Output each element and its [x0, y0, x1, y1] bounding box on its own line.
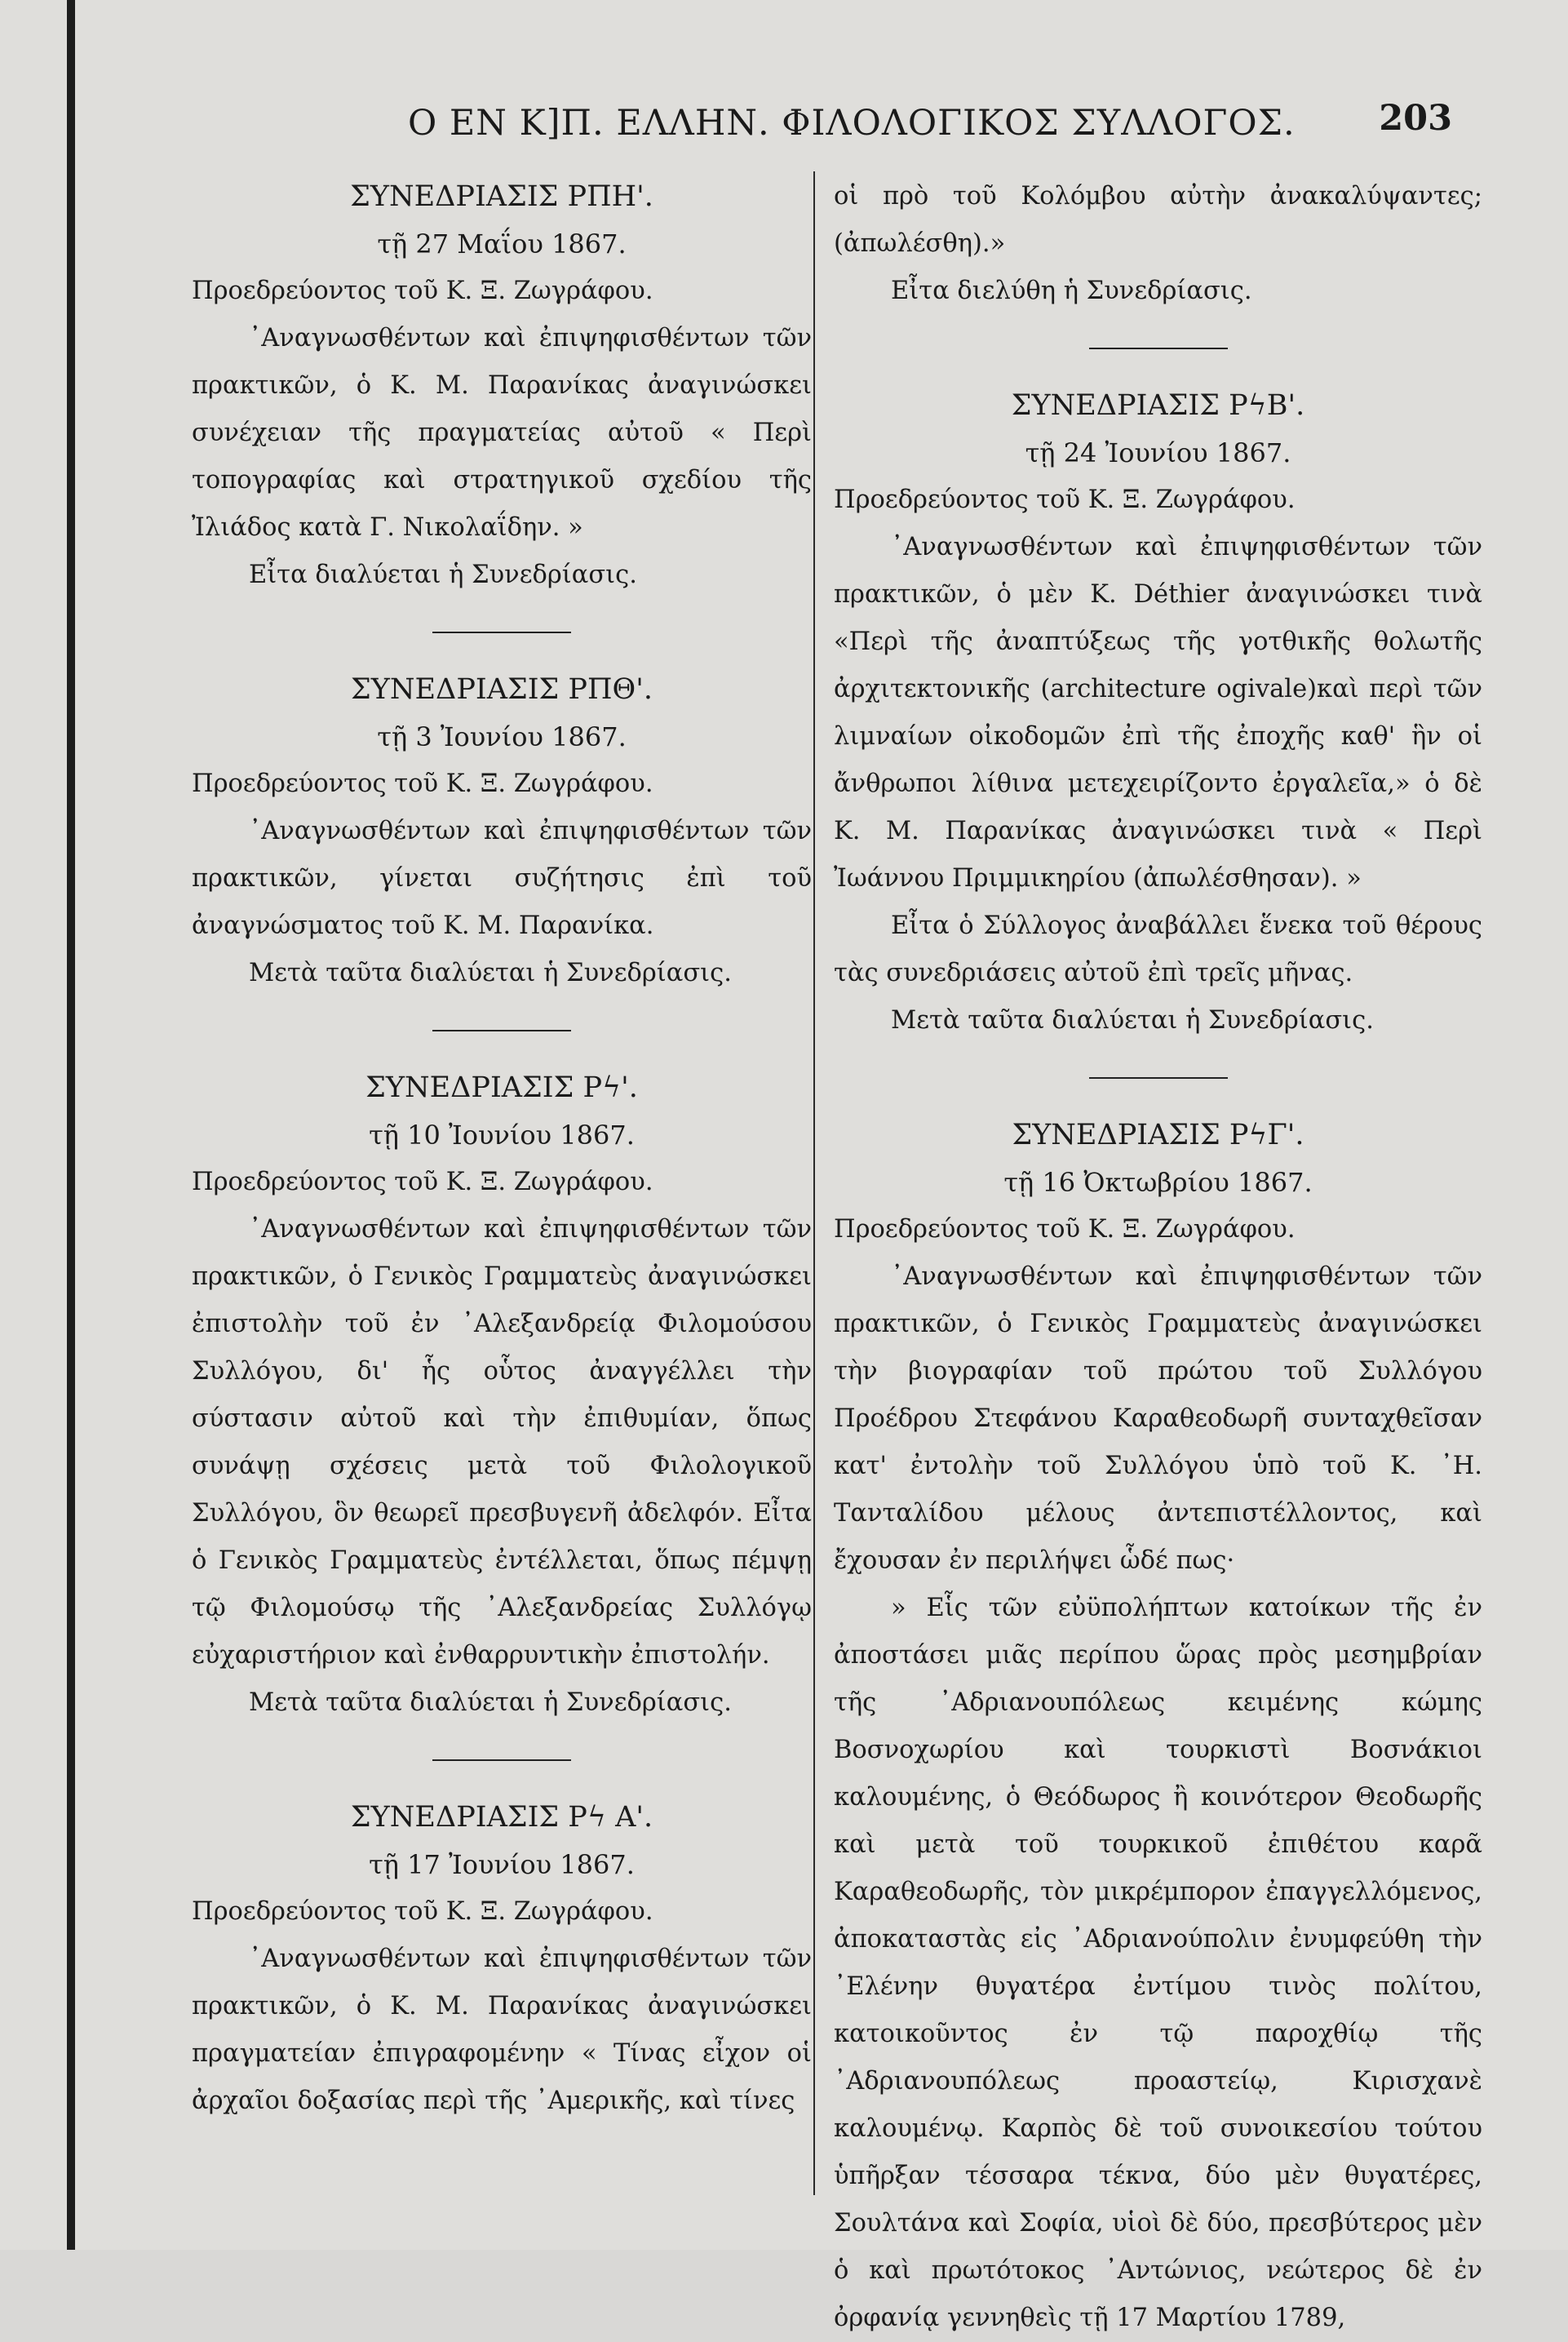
session-closing: Εἶτα διελύθη ἡ Συνεδρίασις. [891, 277, 1252, 305]
session-192 [834, 382, 1482, 1045]
session-body: ᾿Αναγνωσθέντων καὶ ἐπιψηφισθέντων τῶν πρακτικῶν, ὁ Κ. Μ. Παρανίκας ἀναγινώσκει πραγματείαν ἐπιγραφομένην « Τίνας εἶχον οἱ ἀρχαῖοι δοξασίας περὶ τῆς ᾿Αμερικῆς, καὶ τίνες [192, 1945, 812, 2115]
session-date: τῇ 17 Ἰουνίου 1867. [369, 1849, 635, 1880]
presiding-line: Προεδρεύοντος τοῦ Κ. Ξ. Ζωγράφου. [192, 1897, 653, 1926]
section-separator [1089, 348, 1228, 349]
session-title: ΣΥΝΕΔΡΙΑΣΙΣ ΡϟΒ'. [1011, 389, 1305, 422]
session-193 [834, 1111, 1482, 2342]
session-title: ΣΥΝΕΔΡΙΑΣΙΣ ΡϟΓ'. [1012, 1119, 1304, 1151]
session-191 [192, 1794, 812, 2125]
continued-text: οἱ πρὸ τοῦ Κολόμβου αὐτὴν ἀνακαλύψαντες; (ἀπωλέσθη).» [834, 182, 1482, 258]
session-title: ΣΥΝΕΔΡΙΑΣΙΣ Ρϟ'. [365, 1071, 638, 1104]
session-closing: Μετὰ ταῦτα διαλύεται ἡ Συνεδρίασις. [249, 959, 732, 987]
session-189 [192, 666, 812, 997]
session-date: τῇ 24 Ἰουνίου 1867. [1025, 437, 1291, 468]
section-separator [432, 632, 571, 633]
session-date: τῇ 16 Ὀκτωβρίου 1867. [1003, 1167, 1313, 1198]
presiding-line: Προεδρεύοντος τοῦ Κ. Ξ. Ζωγράφου. [192, 1168, 653, 1196]
session-190 [192, 1064, 812, 1727]
session-body: ᾿Αναγνωσθέντων καὶ ἐπιψηφισθέντων τῶν πρακτικῶν, ὁ μὲν Κ. Déthier ἀναγινώσκει τινὰ «Περὶ τῆς ἀναπτύξεως τῆς γοτθικῆς θολωτῆς ἀρχιτεκτονικῆς (architecture ogivale)καὶ περὶ τῶν λιμναίων οἰκοδομῶν ἐπὶ τῆς ἐποχῆς καθ' ἣν οἱ ἄνθρωποι λίθινα μετεχειρίζοντο ἐργαλεῖα,» ὁ δὲ Κ. Μ. Παρανίκας ἀναγινώσκει τινὰ « Περὶ Ἰωάννου Πριμμικηρίου (ἀπωλέσθησαν). » [834, 533, 1482, 893]
page-header [163, 98, 1460, 155]
session-closing: Μετὰ ταῦτα διαλύεται ἡ Συνεδρίασις. [891, 1006, 1374, 1035]
session-body: ᾿Αναγνωσθέντων καὶ ἐπιψηφισθέντων τῶν πρακτικῶν, ὁ Γενικὸς Γραμματεὺς ἀναγινώσκει τὴν βιογραφίαν τοῦ πρώτου τοῦ Συλλόγου Προέδρου Στεφάνου Καραθεοδωρῆ συνταχθεῖσαν κατ' ἐντολὴν τοῦ Συλλόγου ὑπὸ τοῦ Κ. ᾿Η. Τανταλίδου μέλους ἀντεπιστέλλοντος, καὶ ἔχουσαν ἐν περιλήψει ὧδέ πως· [834, 1262, 1482, 1575]
presiding-line: Προεδρεύοντος τοῦ Κ. Ξ. Ζωγράφου. [192, 277, 653, 305]
session-closing: Μετὰ ταῦτα διαλύεται ἡ Συνεδρίασις. [249, 1688, 732, 1717]
session-date: τῇ 10 Ἰουνίου 1867. [369, 1120, 635, 1151]
presiding-line: Προεδρεύοντος τοῦ Κ. Ξ. Ζωγράφου. [834, 486, 1296, 514]
binding-edge [67, 0, 75, 2250]
session-title: ΣΥΝΕΔΡΙΑΣΙΣ ΡΠΗ'. [350, 180, 653, 213]
right-column [834, 173, 1482, 2342]
column-divider [813, 171, 815, 2195]
session-body-continued: Εἶτα ὁ Σύλλογος ἀναβάλλει ἕνεκα τοῦ θέρους τὰς συνεδριάσεις αὐτοῦ ἐπὶ τρεῖς μῆνας. [834, 912, 1482, 987]
session-closing: Εἶτα διαλύεται ἡ Συνεδρίασις. [249, 561, 637, 589]
session-title: ΣΥΝΕΔΡΙΑΣΙΣ Ρϟ Α'. [350, 1801, 653, 1834]
page-number: 203 [1379, 98, 1452, 139]
session-body: ᾿Αναγνωσθέντων καὶ ἐπιψηφισθέντων τῶν πρακτικῶν, γίνεται συζήτησις ἐπὶ τοῦ ἀναγνώσματος τοῦ Κ. Μ. Παρανίκα. [192, 817, 812, 940]
presiding-line: Προεδρεύοντος τοῦ Κ. Ξ. Ζωγράφου. [192, 770, 653, 798]
running-title: Ο ΕΝ Κ]Π. ΕΛΛΗΝ. ΦΙΛΟΛΟΓΙΚΟΣ ΣΥΛΛΟΓΟΣ. [408, 103, 1296, 144]
section-separator [432, 1759, 571, 1761]
section-separator [432, 1030, 571, 1031]
session-date: τῇ 27 Μαΐου 1867. [377, 228, 627, 259]
session-body: ᾿Αναγνωσθέντων καὶ ἐπιψηφισθέντων τῶν πρακτικῶν, ὁ Γενικὸς Γραμματεὺς ἀναγινώσκει ἐπιστολὴν τοῦ ἐν ᾿Αλεξανδρείᾳ Φιλομούσου Συλλόγου, δι' ἧς οὗτος ἀναγγέλλει τὴν σύστασιν αὐτοῦ καὶ τὴν ἐπιθυμίαν, ὅπως συνάψῃ σχέσεις μετὰ τοῦ Φιλολογικοῦ Συλλόγου, ὃν θεωρεῖ πρεσβυγενῆ ἀδελφόν. Εἶτα ὁ Γενικὸς Γραμματεὺς ἐντέλλεται, ὅπως πέμψῃ τῷ Φιλομούσῳ τῆς ᾿Αλεξανδρείας Συλλόγῳ εὐχαριστήριον καὶ ἐνθαρρυντικὴν ἐπιστολήν. [192, 1215, 812, 1670]
presiding-line: Προεδρεύοντος τοῦ Κ. Ξ. Ζωγράφου. [834, 1215, 1296, 1244]
left-column [192, 173, 812, 2125]
session-188 [192, 173, 812, 599]
biography-text: » Εἷς τῶν εὐϋπολήπτων κατοίκων τῆς ἐν ἀποστάσει μιᾶς περίπου ὥρας πρὸς μεσημβρίαν τῆς ᾿Αδριανουπόλεως κειμένης κώμης Βοσνοχωρίου καὶ τουρκιστὶ Βοσνάκιοι καλουμένης, ὁ Θεόδωρος ἢ κοινότερον Θεοδωρῆς καὶ μετὰ τοῦ τουρκικοῦ ἐπιθέτου καρᾶ Καραθεοδωρῆς, τὸν μικρέμπορον ἐπαγγελλόμενος, ἀποκαταστὰς εἰς ᾿Αδριανούπολιν ἐνυμφεύθη τὴν ᾿Ελένην θυγατέρα ἐντίμου τινὸς πολίτου, κατοικοῦντος ἐν τῷ παροχθίῳ τῆς ᾿Αδριανουπόλεως προαστείῳ, Κιρισχανὲ καλουμένῳ. Καρπὸς δὲ τοῦ συνοικεσίου τούτου ὑπῆρξαν τέσσαρα τέκνα, δύο μὲν θυγατέρες, Σουλτάνα καὶ Σοφία, υἱοὶ δὲ δύο, πρεσβύτερος μὲν ὁ καὶ πρωτότοκος ᾿Αντώνιος, νεώτερος δὲ ἐν ὀρφανίᾳ γεννηθεὶς τῇ 17 Μαρτίου 1789, [834, 1594, 1482, 2332]
session-date: τῇ 3 Ἰουνίου 1867. [377, 721, 627, 752]
session-body: ᾿Αναγνωσθέντων καὶ ἐπιψηφισθέντων τῶν πρακτικῶν, ὁ Κ. Μ. Παρανίκας ἀναγινώσκει συνέχειαν τῆς πραγματείας αὐτοῦ « Περὶ τοπογραφίας καὶ στρατηγικοῦ σχεδίου τῆς Ἰλιάδος κατὰ Γ. Νικολαΐδην. » [192, 324, 812, 542]
session-title: ΣΥΝΕΔΡΙΑΣΙΣ ΡΠΘ'. [351, 673, 653, 706]
section-separator [1089, 1077, 1228, 1079]
